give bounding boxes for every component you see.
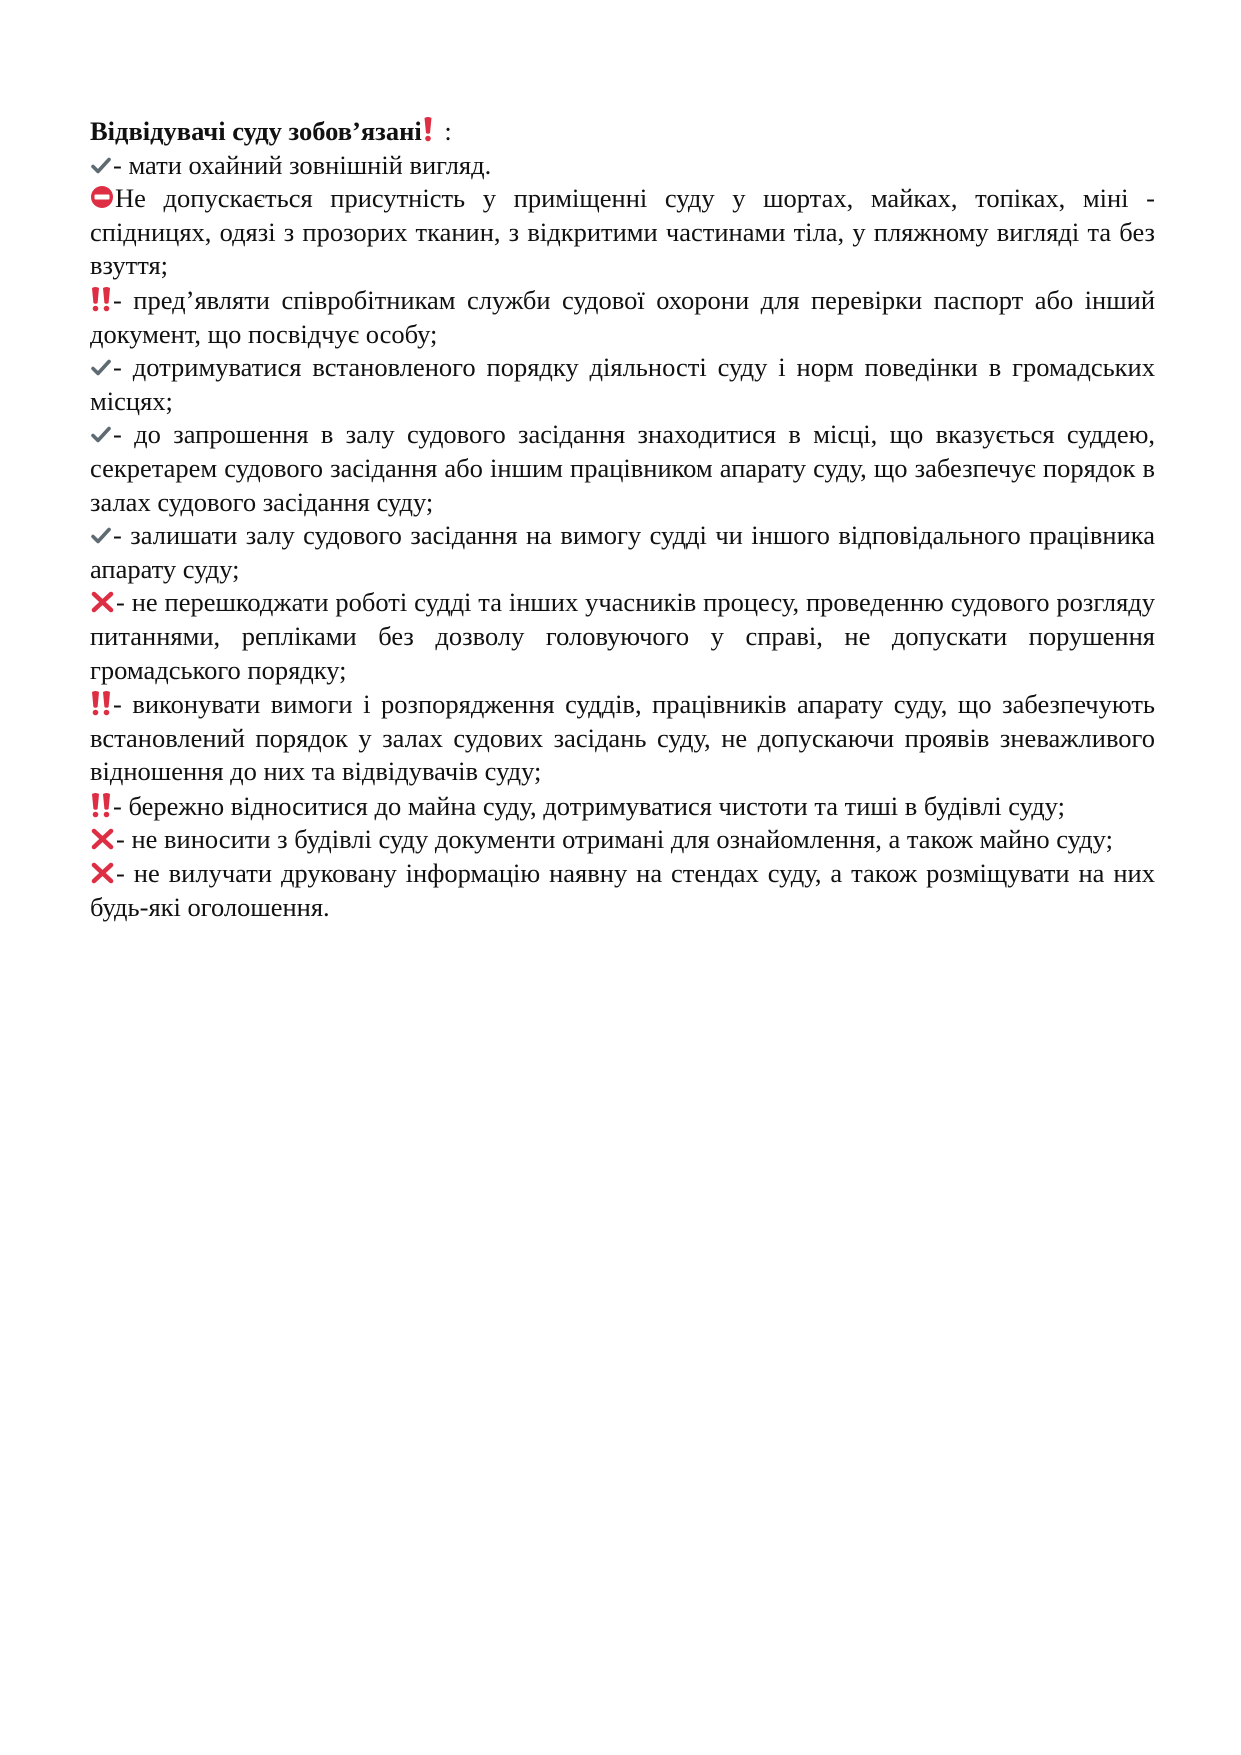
list-item xyxy=(90,519,1155,586)
item-text: - не перешкоджати роботі судді та інших учасників процесу, проведенню судового розгляду питаннями, репліками без дозволу головуючого у справі, не допускати порушення громадського порядку; xyxy=(90,587,1155,685)
list-item xyxy=(90,789,1155,824)
title-line xyxy=(90,114,1155,149)
cross-icon xyxy=(90,591,115,613)
page-title: Відвідувачі суду зобов’язані xyxy=(90,116,422,146)
rules-list xyxy=(90,149,1155,925)
item-text: - не вилучати друковану інформацію наявну на стендах суду, а також розміщувати на них будь-які оголошення. xyxy=(90,858,1155,922)
cross-icon xyxy=(90,862,115,884)
list-item xyxy=(90,418,1155,519)
item-text: - бережно відноситися до майна суду, дотримуватися чистоти та тиші в будівлі суду; xyxy=(113,790,1065,821)
list-item xyxy=(90,823,1155,857)
double-exclamation-icon xyxy=(90,792,112,818)
list-item xyxy=(90,586,1155,687)
check-icon xyxy=(90,426,112,444)
double-exclamation-icon xyxy=(90,286,112,312)
list-item xyxy=(90,149,1155,183)
item-text: - не виносити з будівлі суду документи отримані для ознайомлення, а також майно суду; xyxy=(116,824,1113,855)
item-text: - пред’являти співробітникам служби судової охорони для перевірки паспорт або інший документ, що посвідчує особу; xyxy=(90,284,1155,349)
cross-icon xyxy=(90,828,115,850)
item-text: - мати охайний зовнішній вигляд. xyxy=(113,149,492,180)
list-item xyxy=(90,687,1155,789)
item-text: - до запрошення в залу судового засідання знаходитися в місці, що вказується суддею, секретарем судового засідання або іншим працівником апарату суду, що забезпечує порядок в залах судового засідання суду; xyxy=(90,419,1155,517)
list-item xyxy=(90,351,1155,418)
item-text: - залишати залу судового засідання на вимогу судді чи іншого відповідального працівника апарату суду; xyxy=(90,520,1155,584)
double-exclamation-icon xyxy=(90,690,112,716)
list-item xyxy=(90,182,1155,283)
item-text: - виконувати вимоги і розпорядження суддів, працівників апарату суду, що забезпечують встановлений порядок у залах судових засідань суду, не допускаючи проявів зневажливого відношення до них та відвідувачів суду; xyxy=(90,689,1155,787)
list-item xyxy=(90,857,1155,924)
check-icon xyxy=(90,359,112,377)
list-item xyxy=(90,283,1155,351)
check-icon xyxy=(90,527,112,545)
exclamation-icon xyxy=(422,116,434,142)
check-icon xyxy=(90,157,112,175)
document-page xyxy=(90,114,1155,924)
item-text: - дотримуватися встановленого порядку діяльності суду і норм поведінки в громадських місцях; xyxy=(90,352,1155,416)
item-text: Не допускається присутність у приміщенні суду у шортах, майках, топіках, міні - спідницях, одязі з прозорих тканин, з відкритими частинами тіла, у пляжному вигляді та без взуття; xyxy=(90,183,1155,281)
no-entry-icon xyxy=(90,185,114,209)
title-colon: : xyxy=(437,116,452,146)
